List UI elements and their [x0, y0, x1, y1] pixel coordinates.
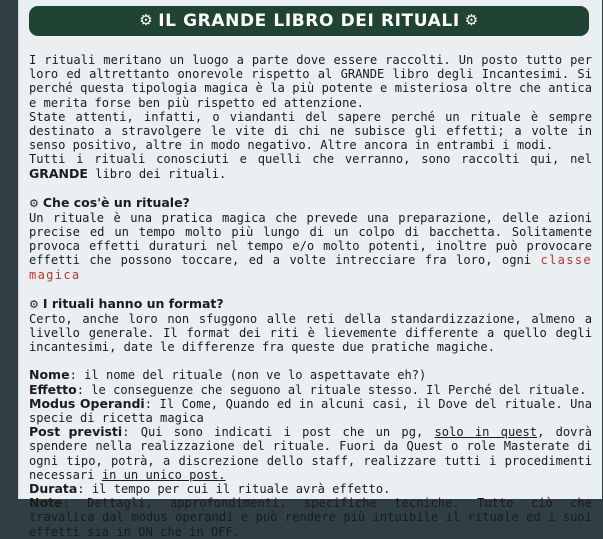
intro-p3-bold: GRANDE	[29, 165, 88, 181]
field-nome-label: Nome	[29, 367, 70, 383]
field-durata	[29, 482, 592, 496]
field-post-text-a: : Qui sono indicati i post che un pg,	[122, 425, 435, 440]
section-what-is-body	[29, 211, 592, 282]
gear-icon: ⚙	[139, 11, 154, 29]
field-effetto-label: Effetto	[29, 381, 77, 397]
intro-p3-text-a: Tutti i rituali conosciuti e quelli che verranno, sono raccolti qui, nel	[29, 152, 592, 167]
field-effetto	[29, 383, 592, 397]
gear-icon: ⚙	[29, 196, 39, 210]
intro-p3-text-b: libro dei rituali.	[87, 166, 227, 181]
field-post-label: Post previsti	[29, 424, 123, 440]
field-post-text-b: , dovrà spendere nella realizzazione del rituale. Fuori da Quest o role Masterate di ogni tipo, potrà, a discrezione dello staff, realizzare tutti i procedimenti necessari	[29, 425, 593, 482]
spacer	[29, 282, 592, 296]
field-post-underline-2: in un unico post.	[101, 467, 226, 482]
field-post	[29, 425, 592, 482]
field-modus-label: Modus Operandi	[29, 395, 145, 411]
field-effetto-text: : le conseguenze che seguono al rituale stesso. Il Perché del rituale.	[76, 382, 587, 397]
section-heading-what-is	[29, 195, 592, 211]
gear-icon: ⚙	[29, 297, 39, 311]
spacer	[29, 181, 592, 195]
intro-paragraph-3	[29, 152, 592, 180]
section-what-is-text: Un rituale è una pratica magica che prevede una preparazione, delle azioni precise ed un tempo molto più lungo di un colpo di bacchetta. Solitamente provoca effetti duraturi nel tempo e/o molto potenti, inoltre può provocare effetti che possono toccare, ed a volte intrecciare fra loro, ogni	[29, 210, 592, 268]
gear-icon: ⚙	[464, 11, 479, 29]
spacer	[29, 354, 592, 368]
field-note-label: Note	[29, 495, 63, 511]
field-modus-text: : Il Come, Quando ed in alcuni casi, il Dove del rituale. Una specie di ricetta magica	[29, 396, 592, 426]
intro-paragraph-1: I rituali meritano un luogo a parte dove essere raccolti. Un posto tutto per loro ed altrettanto onorevole rispetto al GRANDE libro degli Incantesimi. Si perché questa tipologia magica è la più potente e misteriosa oltre che antica e merita forse ben più rispetto ed attenzione.	[29, 53, 592, 110]
section-heading-format-text: I rituali hanno un format?	[42, 295, 224, 311]
field-post-underline-1: solo in quest	[434, 425, 538, 440]
section-heading-what-is-text: Che cos'è un rituale?	[42, 194, 190, 210]
classe-magica-link[interactable]: classe magica	[29, 253, 592, 282]
intro-paragraph-2: State attenti, infatti, o viandanti del sapere perché un rituale è sempre destinato a stravolgere le vite di chi ne subisce gli effetti; a volte in senso positivo, altre in modo negativo. Altre ancora in entrambi i modi.	[29, 109, 592, 153]
section-heading-format	[29, 296, 592, 312]
field-durata-label: Durata	[29, 481, 78, 497]
article-body	[29, 53, 592, 539]
field-modus	[29, 397, 592, 425]
content-panel	[18, 0, 602, 539]
field-nome-text: : il nome del rituale (non ve lo aspettavate eh?)	[69, 368, 427, 383]
page-title-text: IL GRANDE LIBRO DEI RITUALI	[158, 11, 460, 31]
field-note	[29, 496, 592, 539]
field-durata-text: : il tempo per cui il rituale avrà effetto.	[77, 482, 391, 497]
field-note-text: : Dettagli, approfondimenti, specifiche tecniche. Tutto ciò che travalica dal modus operandi e può rendere più intuibile il rituale ed i suoi effetti sia in ON che in OFF.	[29, 496, 592, 539]
field-nome	[29, 368, 592, 382]
section-format-body: Certo, anche loro non sfuggono alle reti della standardizzazione, almeno a livello generale. Il format dei riti è lievemente differente a quello degli incantesimi, date le differenze fra queste due pratiche magiche.	[29, 311, 592, 355]
page-title	[29, 6, 589, 36]
